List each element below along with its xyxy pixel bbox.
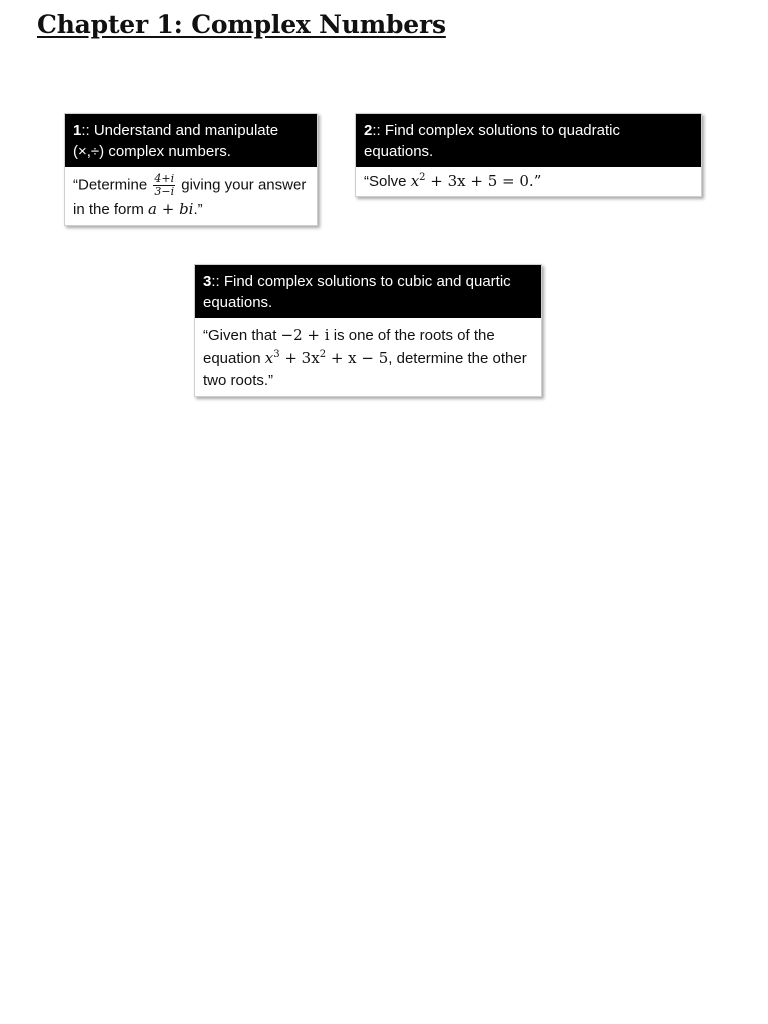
math-expression: + x − 5: [326, 349, 389, 367]
objective-card-2: [355, 113, 702, 197]
math-root: −2 + i: [280, 326, 330, 344]
fraction-numerator: 4+i: [154, 172, 175, 185]
objective-heading-text-2: :: Find complex solutions to quadratic equations.: [364, 122, 620, 160]
objective-card-3: [194, 264, 542, 397]
fraction: [153, 173, 175, 198]
example-text: “Solve: [364, 173, 411, 190]
math-form: a + bi: [148, 200, 194, 218]
objective-number-1: 1: [73, 122, 82, 139]
objective-example-3: [195, 318, 541, 396]
example-text: .”: [193, 201, 203, 218]
objective-example-1: [65, 167, 317, 225]
math-variable: x: [264, 349, 274, 367]
chapter-title: Chapter 1: Complex Numbers: [37, 10, 446, 39]
objective-heading-1: [65, 114, 317, 167]
math-exponent: 2: [319, 349, 327, 360]
math-variable: x: [410, 172, 420, 190]
objective-number-3: 3: [203, 273, 212, 290]
math-exponent: 2: [419, 172, 426, 183]
objective-example-2: [356, 167, 701, 196]
math-expression: + 3x + 5 = 0.”: [425, 172, 542, 190]
fraction-denominator: 3−i: [154, 185, 175, 198]
objective-card-1: [64, 113, 318, 226]
example-text: is one of the roots of the equation: [203, 327, 495, 367]
objective-heading-text-3: :: Find complex solutions to cubic and quartic equations.: [203, 273, 511, 311]
example-text: “Determine: [73, 176, 152, 194]
math-exponent: 3: [273, 349, 280, 360]
objective-number-2: 2: [364, 122, 373, 139]
objective-heading-2: [356, 114, 701, 167]
example-text: “Given that: [203, 327, 281, 344]
objective-heading-3: [195, 265, 541, 318]
example-text: giving your answer in the form: [73, 176, 307, 218]
math-expression: + 3x: [279, 349, 320, 367]
example-text: , determine the other two roots.”: [203, 350, 527, 389]
objective-heading-text-1: :: Understand and manipulate (×,÷) complex numbers.: [73, 122, 279, 160]
